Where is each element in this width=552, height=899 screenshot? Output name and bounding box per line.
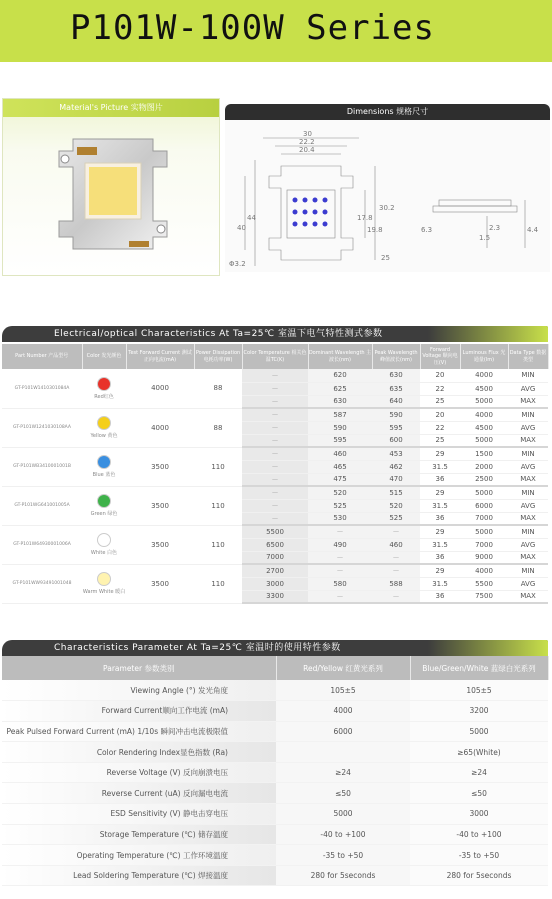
table-cell: 590 bbox=[308, 421, 372, 434]
parameter-value: -40 to +100 bbox=[410, 824, 548, 845]
characteristics-table bbox=[2, 656, 549, 886]
page-title: P101W-100W Series bbox=[70, 8, 435, 48]
color-swatch bbox=[97, 455, 111, 469]
table-cell: 7000 bbox=[460, 538, 508, 551]
dimensions-panel bbox=[225, 104, 550, 272]
table-cell: AVG bbox=[508, 382, 548, 395]
column-header: Data Type 数据类型 bbox=[508, 344, 548, 369]
table-cell: 4500 bbox=[460, 382, 508, 395]
table-cell: 22 bbox=[420, 382, 460, 395]
table-cell: — bbox=[242, 499, 308, 512]
table-row bbox=[2, 804, 548, 825]
table-cell: MIN bbox=[508, 408, 548, 421]
table-cell: 1500 bbox=[460, 447, 508, 460]
table-cell: 4000 bbox=[126, 369, 194, 408]
electrical-header-row bbox=[2, 344, 548, 369]
parameter-name: ESD Sensitivity (V) 静电击穿电压 bbox=[2, 804, 276, 825]
material-picture-panel bbox=[2, 98, 220, 276]
parameter-name: Viewing Angle (°) 发光角度 bbox=[2, 680, 276, 701]
table-cell: GT-P101W1241030108AA bbox=[2, 408, 82, 447]
color-label: Red红色 bbox=[94, 393, 114, 400]
table-cell: MAX bbox=[508, 551, 548, 564]
table-cell: 630 bbox=[372, 369, 420, 382]
table-cell: — bbox=[242, 447, 308, 460]
table-cell: MIN bbox=[508, 486, 548, 499]
table-cell bbox=[82, 564, 126, 603]
table-cell: 2500 bbox=[460, 473, 508, 486]
parameter-value: ≤50 bbox=[410, 783, 548, 804]
dim-label: 6.3 bbox=[421, 226, 433, 234]
color-label: Yellow 黄色 bbox=[90, 433, 118, 439]
color-label: White 白色 bbox=[90, 550, 118, 556]
material-picture-header: Material's Picture 实物图片 bbox=[3, 99, 219, 117]
table-cell: AVG bbox=[508, 499, 548, 512]
parameter-value: 280 for 5seconds bbox=[410, 865, 548, 886]
led-chip-photo bbox=[3, 117, 221, 275]
table-cell: 470 bbox=[372, 473, 420, 486]
parameter-value: 3000 bbox=[410, 804, 548, 825]
parameter-value: 5000 bbox=[410, 721, 548, 742]
table-cell: 525 bbox=[308, 499, 372, 512]
table-cell: MAX bbox=[508, 473, 548, 486]
table-cell: — bbox=[242, 382, 308, 395]
table-cell: 462 bbox=[372, 460, 420, 473]
column-header: Red/Yellow 红黄光系列 bbox=[276, 656, 410, 680]
parameter-name: Reverse Current (uA) 反向漏电电流 bbox=[2, 783, 276, 804]
table-cell: 515 bbox=[372, 486, 420, 499]
table-row bbox=[2, 680, 548, 701]
table-cell: 5000 bbox=[460, 486, 508, 499]
table-cell: 595 bbox=[372, 421, 420, 434]
table-cell bbox=[82, 447, 126, 486]
column-header: Peak Wavelength 峰值波长(nm) bbox=[372, 344, 420, 369]
table-cell: 36 bbox=[420, 512, 460, 525]
table-row bbox=[2, 783, 548, 804]
column-header: Forward Voltage 顺向电压(V) bbox=[420, 344, 460, 369]
table-cell: 20 bbox=[420, 408, 460, 421]
parameter-value: ≥24 bbox=[410, 762, 548, 783]
table-cell: 29 bbox=[420, 486, 460, 499]
table-cell: 630 bbox=[308, 395, 372, 408]
parameter-name: Color Rendering Index显色指数 (Ra) bbox=[2, 742, 276, 763]
table-cell: 29 bbox=[420, 564, 460, 577]
table-cell: 6000 bbox=[460, 499, 508, 512]
parameter-name: Peak Pulsed Forward Current (mA) 1/10s 瞬间冲击电流极限值 bbox=[2, 721, 276, 742]
color-label: Green 绿色 bbox=[90, 511, 118, 517]
table-cell: 110 bbox=[194, 447, 242, 486]
table-cell bbox=[82, 486, 126, 525]
table-cell: — bbox=[242, 369, 308, 382]
parameter-value: 3200 bbox=[410, 701, 548, 722]
table-cell: — bbox=[308, 590, 372, 603]
table-cell: 110 bbox=[194, 525, 242, 564]
color-swatch bbox=[97, 572, 111, 586]
table-cell: 36 bbox=[420, 473, 460, 486]
table-cell: 7500 bbox=[460, 590, 508, 603]
table-cell: 620 bbox=[308, 369, 372, 382]
column-header: Color 发光颜色 bbox=[82, 344, 126, 369]
table-cell: 7000 bbox=[242, 551, 308, 564]
table-cell: — bbox=[242, 486, 308, 499]
electrical-section-header: Electrical/optical Characteristics At Ta=25℃ 室温下电气特性测式参数 bbox=[2, 326, 548, 342]
table-cell: 520 bbox=[372, 499, 420, 512]
color-label: Blue 蓝色 bbox=[92, 472, 116, 478]
table-cell: 2000 bbox=[460, 460, 508, 473]
table-row bbox=[2, 525, 548, 538]
parameter-value: -40 to +100 bbox=[276, 824, 410, 845]
title-banner bbox=[0, 0, 552, 62]
table-cell: — bbox=[242, 512, 308, 525]
dim-label: 44 bbox=[247, 214, 256, 222]
parameter-value: -35 to +50 bbox=[410, 845, 548, 866]
table-cell: 2700 bbox=[242, 564, 308, 577]
table-cell: 525 bbox=[372, 512, 420, 525]
table-cell: 3500 bbox=[126, 447, 194, 486]
table-row bbox=[2, 742, 548, 763]
column-header: Color Temperature 相关色温TC(K) bbox=[242, 344, 308, 369]
table-cell: 580 bbox=[308, 577, 372, 590]
dim-label: 4.4 bbox=[527, 226, 539, 234]
parameter-value: ≥65(White) bbox=[410, 742, 548, 763]
color-label: Warm White 暖白 bbox=[82, 589, 126, 595]
table-cell: 3000 bbox=[242, 577, 308, 590]
table-cell: MIN bbox=[508, 564, 548, 577]
table-cell: 31.5 bbox=[420, 538, 460, 551]
table-cell: GT-P101W1410301084A bbox=[2, 369, 82, 408]
table-cell: 88 bbox=[194, 369, 242, 408]
column-header: Test Forward Current 测试正向电流(mA) bbox=[126, 344, 194, 369]
parameter-name: Lead Soldering Temperature (℃) 焊接温度 bbox=[2, 865, 276, 886]
table-cell: AVG bbox=[508, 421, 548, 434]
table-cell: 9000 bbox=[460, 551, 508, 564]
table-cell: GT-P101WB3410001001B bbox=[2, 447, 82, 486]
table-cell: MIN bbox=[508, 447, 548, 460]
table-cell: GT-P101WG641001005A bbox=[2, 486, 82, 525]
table-row bbox=[2, 447, 548, 460]
dim-label: 2.3 bbox=[489, 224, 501, 232]
table-cell: — bbox=[242, 395, 308, 408]
table-row bbox=[2, 369, 548, 382]
table-cell: 5000 bbox=[460, 434, 508, 447]
dim-label: 20.4 bbox=[299, 146, 315, 154]
table-cell: — bbox=[372, 551, 420, 564]
dim-label: 22.2 bbox=[299, 138, 315, 146]
table-cell: 587 bbox=[308, 408, 372, 421]
parameter-value: 4000 bbox=[276, 701, 410, 722]
table-row bbox=[2, 721, 548, 742]
table-row bbox=[2, 762, 548, 783]
table-cell: 460 bbox=[308, 447, 372, 460]
table-cell: 453 bbox=[372, 447, 420, 460]
table-row bbox=[2, 701, 548, 722]
dim-label: 1.5 bbox=[479, 234, 491, 242]
dim-label: Φ3.2 bbox=[229, 260, 246, 268]
table-cell: MIN bbox=[508, 525, 548, 538]
parameter-value bbox=[276, 742, 410, 763]
parameter-value: 280 for 5seconds bbox=[276, 865, 410, 886]
table-cell: 88 bbox=[194, 408, 242, 447]
table-cell: 4000 bbox=[460, 369, 508, 382]
table-cell: MAX bbox=[508, 395, 548, 408]
table-cell: 4500 bbox=[460, 421, 508, 434]
table-cell: — bbox=[308, 551, 372, 564]
table-cell: 595 bbox=[308, 434, 372, 447]
table-cell: 5500 bbox=[460, 577, 508, 590]
column-header: Dominant Wavelength 主波长(nm) bbox=[308, 344, 372, 369]
column-header: Blue/Green/White 蓝绿白光系列 bbox=[410, 656, 548, 680]
dimensions-header: Dimensions 规格尺寸 bbox=[225, 104, 550, 120]
parameter-value: ≤50 bbox=[276, 783, 410, 804]
column-header: Parameter 参数类别 bbox=[2, 656, 276, 680]
dimension-drawing bbox=[225, 120, 550, 272]
table-cell: 460 bbox=[372, 538, 420, 551]
parameter-value: 105±5 bbox=[276, 680, 410, 701]
electrical-table bbox=[2, 344, 549, 604]
characteristics-header-row bbox=[2, 656, 548, 680]
table-cell: 5000 bbox=[460, 525, 508, 538]
table-cell: 475 bbox=[308, 473, 372, 486]
parameter-value: 5000 bbox=[276, 804, 410, 825]
table-cell: 4000 bbox=[460, 408, 508, 421]
table-cell: AVG bbox=[508, 460, 548, 473]
table-cell: 530 bbox=[308, 512, 372, 525]
table-cell: 3500 bbox=[126, 486, 194, 525]
color-swatch bbox=[97, 494, 111, 508]
dim-label: 17.8 bbox=[357, 214, 373, 222]
table-cell: — bbox=[308, 525, 372, 538]
column-header: Part Number 产品型号 bbox=[2, 344, 82, 369]
table-cell: MAX bbox=[508, 434, 548, 447]
table-cell: — bbox=[242, 460, 308, 473]
table-cell: — bbox=[242, 434, 308, 447]
table-cell: 4000 bbox=[126, 408, 194, 447]
table-row bbox=[2, 564, 548, 577]
table-cell: — bbox=[242, 408, 308, 421]
table-cell: 29 bbox=[420, 525, 460, 538]
table-cell bbox=[82, 369, 126, 408]
parameter-value: ≥24 bbox=[276, 762, 410, 783]
table-cell: 29 bbox=[420, 447, 460, 460]
table-cell: 36 bbox=[420, 551, 460, 564]
color-swatch bbox=[97, 533, 111, 547]
parameter-value: -35 to +50 bbox=[276, 845, 410, 866]
table-cell: 590 bbox=[372, 408, 420, 421]
table-cell: 25 bbox=[420, 434, 460, 447]
table-row bbox=[2, 408, 548, 421]
table-cell bbox=[82, 525, 126, 564]
table-cell bbox=[82, 408, 126, 447]
table-cell: 3300 bbox=[242, 590, 308, 603]
table-cell: GT-P101WW93491001048 bbox=[2, 564, 82, 603]
table-cell: 3500 bbox=[126, 525, 194, 564]
table-cell: 3500 bbox=[126, 564, 194, 603]
electrical-body bbox=[2, 369, 548, 603]
characteristics-section-header: Characteristics Parameter At Ta=25℃ 室温时的使用特性参数 bbox=[2, 640, 548, 656]
column-header: Luminous Flux 光通量(lm) bbox=[460, 344, 508, 369]
dim-label: 30.2 bbox=[379, 204, 395, 212]
color-swatch bbox=[97, 416, 111, 430]
table-cell: 22 bbox=[420, 421, 460, 434]
dim-label: 30 bbox=[303, 130, 312, 138]
table-cell: — bbox=[372, 525, 420, 538]
table-cell: 635 bbox=[372, 382, 420, 395]
table-cell: — bbox=[242, 473, 308, 486]
table-cell: 5000 bbox=[460, 395, 508, 408]
table-cell: 640 bbox=[372, 395, 420, 408]
parameter-name: Forward Current顺向工作电流 (mA) bbox=[2, 701, 276, 722]
table-cell: 20 bbox=[420, 369, 460, 382]
table-cell: — bbox=[372, 564, 420, 577]
table-row bbox=[2, 845, 548, 866]
table-row bbox=[2, 824, 548, 845]
table-cell: AVG bbox=[508, 538, 548, 551]
table-cell: MIN bbox=[508, 369, 548, 382]
table-cell: 4000 bbox=[460, 564, 508, 577]
table-cell: — bbox=[372, 590, 420, 603]
table-cell: 110 bbox=[194, 486, 242, 525]
table-row bbox=[2, 865, 548, 886]
table-cell: 31.5 bbox=[420, 460, 460, 473]
table-cell: 6500 bbox=[242, 538, 308, 551]
table-cell: 36 bbox=[420, 590, 460, 603]
dim-label: 40 bbox=[237, 224, 246, 232]
table-cell: — bbox=[308, 564, 372, 577]
table-cell: 31.5 bbox=[420, 499, 460, 512]
parameter-value: 6000 bbox=[276, 721, 410, 742]
characteristics-body bbox=[2, 680, 548, 886]
table-cell: 31.5 bbox=[420, 577, 460, 590]
table-cell: MAX bbox=[508, 512, 548, 525]
table-cell: — bbox=[242, 421, 308, 434]
parameter-name: Storage Temperature (℃) 储存温度 bbox=[2, 824, 276, 845]
table-cell: 520 bbox=[308, 486, 372, 499]
table-cell: GT-P101W64930001006A bbox=[2, 525, 82, 564]
table-row bbox=[2, 486, 548, 499]
table-cell: 5500 bbox=[242, 525, 308, 538]
parameter-name: Operating Temperature (℃) 工作环境温度 bbox=[2, 845, 276, 866]
parameter-name: Reverse Voltage (V) 反向崩溃电压 bbox=[2, 762, 276, 783]
dim-label: 19.8 bbox=[367, 226, 383, 234]
table-cell: 7000 bbox=[460, 512, 508, 525]
table-cell: 588 bbox=[372, 577, 420, 590]
parameter-value: 105±5 bbox=[410, 680, 548, 701]
table-cell: 625 bbox=[308, 382, 372, 395]
table-cell: 25 bbox=[420, 395, 460, 408]
table-cell: 110 bbox=[194, 564, 242, 603]
table-cell: 490 bbox=[308, 538, 372, 551]
table-cell: 600 bbox=[372, 434, 420, 447]
column-header: Power Dissipation 电耗功率(W) bbox=[194, 344, 242, 369]
table-cell: MAX bbox=[508, 590, 548, 603]
table-cell: AVG bbox=[508, 577, 548, 590]
dim-label: 25 bbox=[381, 254, 390, 262]
color-swatch bbox=[97, 377, 111, 391]
table-cell: 465 bbox=[308, 460, 372, 473]
